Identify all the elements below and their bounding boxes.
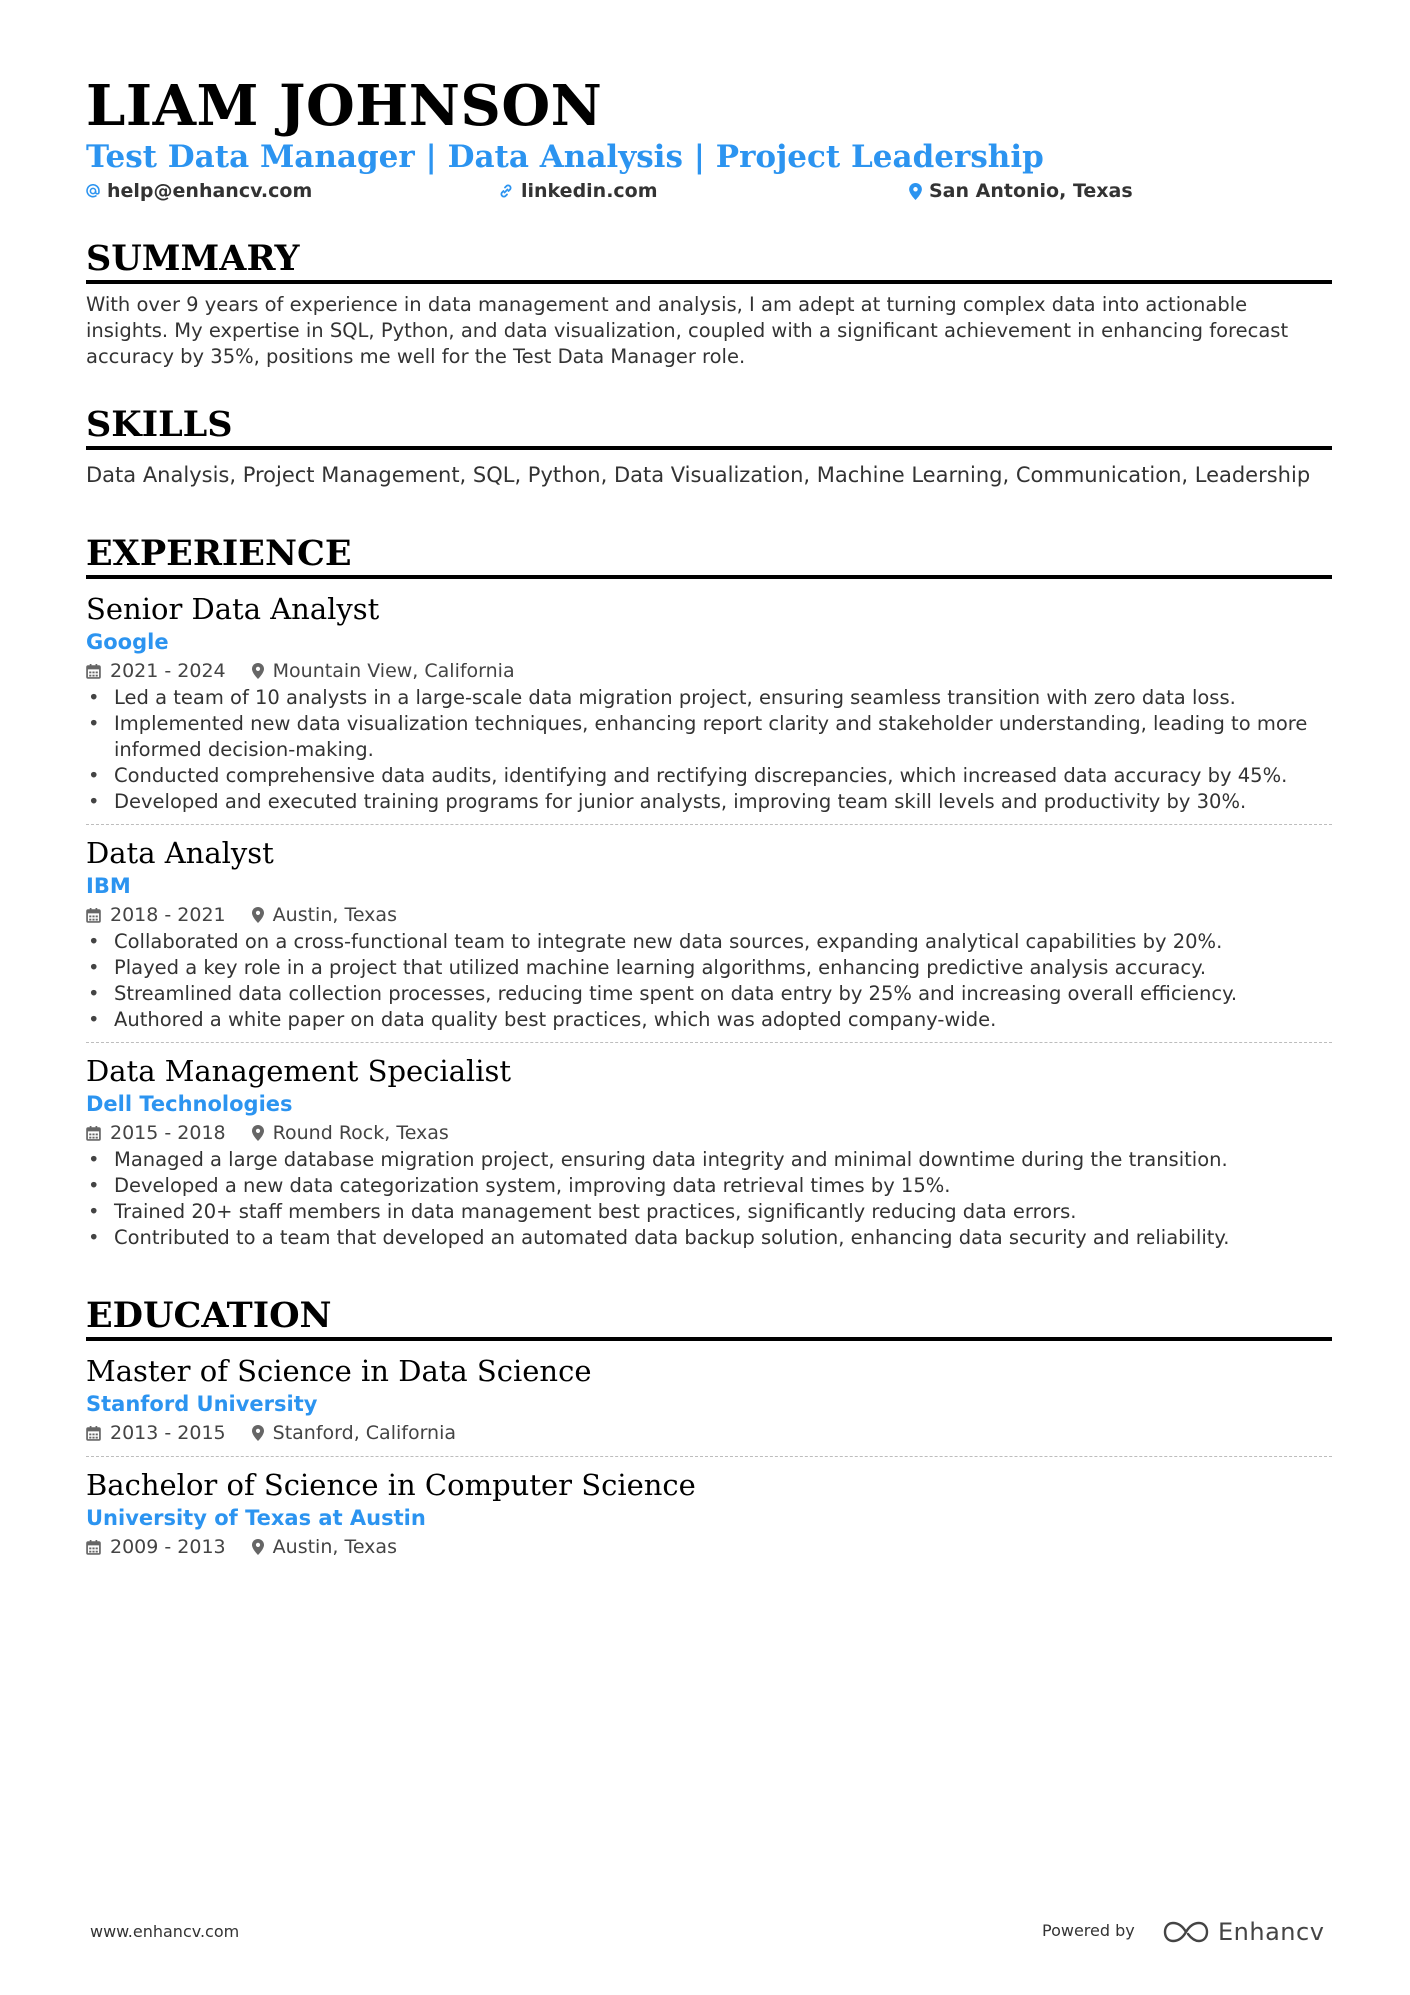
footer-brand: Enhancv <box>1218 1918 1325 1946</box>
candidate-name: LIAM JOHNSON <box>86 73 603 139</box>
list-item: • Led a team of 10 analysts in a large-scale data migration project, ensuring seamless transition with zero data loss. <box>86 685 1332 711</box>
edu-dates-wrap <box>86 1419 226 1447</box>
powered-by-label: Powered by <box>1042 1921 1135 1940</box>
summary-text: With over 9 years of experience in data management and analysis, I am adept at turning complex data into actionable insights. My expertise in SQL, Python, and data visualization, coupled with a significant achievement in enhancing forecast accuracy by 35%, positions me well for the Test Data Manager role. <box>86 293 1289 368</box>
page-footer <box>90 1918 1325 1948</box>
location-text: San Antonio, Texas <box>929 180 1133 202</box>
edu-dates-wrap <box>86 1533 226 1561</box>
resume-content <box>86 74 1332 1561</box>
job-location-wrap <box>252 657 515 685</box>
company-name: Dell Technologies <box>86 1092 293 1116</box>
summary-heading: SUMMARY <box>86 238 1332 284</box>
list-item: • Streamlined data collection processes, reducing time spent on data entry by 25% and increasing overall efficiency. <box>86 981 1332 1007</box>
experience-heading: EXPERIENCE <box>86 533 1332 579</box>
job-meta <box>86 657 1332 685</box>
degree-title: Master of Science in Data Science <box>86 1354 592 1388</box>
job-meta <box>86 1119 1332 1147</box>
job-dates-wrap <box>86 1119 226 1147</box>
list-item: • Trained 20+ staff members in data management best practices, significantly reducing data errors. <box>86 1199 1332 1225</box>
map-pin-icon <box>252 1539 264 1555</box>
skills-section <box>86 404 1332 489</box>
education-heading: EDUCATION <box>86 1295 1332 1341</box>
list-item: • Conducted comprehensive data audits, identifying and rectifying discrepancies, which increased data accuracy by 45%. <box>86 763 1332 789</box>
job-dates-wrap <box>86 901 226 929</box>
map-pin-icon <box>252 663 264 679</box>
edu-location-wrap <box>252 1533 397 1561</box>
list-item: • Implemented new data visualization techniques, enhancing report clarity and stakeholder understanding, leading to more informed decision-making. <box>86 711 1332 763</box>
at-icon <box>86 184 100 198</box>
degree-title: Bachelor of Science in Computer Science <box>86 1468 696 1502</box>
calendar-icon <box>86 1540 101 1555</box>
company-name: Google <box>86 630 169 654</box>
job-dates-wrap <box>86 657 226 685</box>
education-meta <box>86 1419 1332 1447</box>
calendar-icon <box>86 1126 101 1141</box>
job-dates: 2018 - 2021 <box>110 904 226 926</box>
footer-url[interactable]: www.enhancv.com <box>90 1922 240 1941</box>
experience-entry <box>86 591 1332 815</box>
email-text: help@enhancv.com <box>107 180 313 202</box>
infinity-logo-icon <box>1162 1919 1210 1945</box>
map-pin-icon <box>252 1425 264 1441</box>
skills-heading: SKILLS <box>86 404 1332 450</box>
map-pin-icon <box>252 907 264 923</box>
company-name: IBM <box>86 874 131 898</box>
education-section <box>86 1295 1332 1561</box>
job-meta <box>86 901 1332 929</box>
education-entry <box>86 1467 1332 1561</box>
enhancv-logo[interactable] <box>1162 1918 1324 1946</box>
edu-location: Stanford, California <box>272 1422 457 1444</box>
job-bullets <box>86 1147 1332 1251</box>
list-item: • Authored a white paper on data quality best practices, which was adopted company-wide. <box>86 1007 1332 1033</box>
summary-section <box>86 238 1332 370</box>
calendar-icon <box>86 908 101 923</box>
list-item: • Developed and executed training programs for junior analysts, improving team skill levels and productivity by 30%. <box>86 789 1332 815</box>
edu-location-wrap <box>252 1419 456 1447</box>
list-item: • Managed a large database migration project, ensuring data integrity and minimal downtime during the transition. <box>86 1147 1332 1173</box>
education-entry <box>86 1353 1332 1447</box>
edu-dates: 2013 - 2015 <box>110 1422 226 1444</box>
map-pin-icon <box>252 1125 264 1141</box>
candidate-headline: Test Data Manager | Data Analysis | Project Leadership <box>86 139 1044 175</box>
calendar-icon <box>86 664 101 679</box>
linkedin-text: linkedin.com <box>521 180 658 202</box>
experience-entry <box>86 1053 1332 1251</box>
job-title: Senior Data Analyst <box>86 592 380 626</box>
job-location-wrap <box>252 901 397 929</box>
job-location: Round Rock, Texas <box>272 1122 449 1144</box>
list-item: • Collaborated on a cross-functional team to integrate new data sources, expanding analytical capabilities by 20%. <box>86 929 1332 955</box>
job-dates: 2021 - 2024 <box>110 660 226 682</box>
list-item: • Contributed to a team that developed an automated data backup solution, enhancing data security and reliability. <box>86 1225 1332 1251</box>
contact-email[interactable] <box>86 180 312 202</box>
job-location: Mountain View, California <box>272 660 515 682</box>
job-bullets <box>86 685 1332 815</box>
entry-divider <box>86 824 1332 825</box>
map-pin-icon <box>909 183 922 200</box>
job-title: Data Management Specialist <box>86 1054 512 1088</box>
entry-divider <box>86 1042 1332 1043</box>
list-item: • Played a key role in a project that utilized machine learning algorithms, enhancing predictive analysis accuracy. <box>86 955 1332 981</box>
job-location: Austin, Texas <box>272 904 397 926</box>
contact-row <box>86 178 1332 206</box>
link-icon <box>498 183 514 199</box>
job-title: Data Analyst <box>86 836 274 870</box>
contact-linkedin[interactable] <box>498 180 658 202</box>
job-dates: 2015 - 2018 <box>110 1122 226 1144</box>
calendar-icon <box>86 1426 101 1441</box>
edu-dates: 2009 - 2013 <box>110 1536 226 1558</box>
experience-section <box>86 533 1332 1251</box>
contact-location <box>909 180 1133 202</box>
edu-location: Austin, Texas <box>272 1536 397 1558</box>
entry-divider <box>86 1456 1332 1457</box>
skills-text: Data Analysis, Project Management, SQL, Python, Data Visualization, Machine Learning, Communication, Leadership <box>86 463 1311 487</box>
education-meta <box>86 1533 1332 1561</box>
list-item: • Developed a new data categorization system, improving data retrieval times by 15%. <box>86 1173 1332 1199</box>
job-location-wrap <box>252 1119 449 1147</box>
experience-entry <box>86 835 1332 1033</box>
school-name: Stanford University <box>86 1392 318 1416</box>
school-name: University of Texas at Austin <box>86 1506 426 1530</box>
job-bullets <box>86 929 1332 1033</box>
